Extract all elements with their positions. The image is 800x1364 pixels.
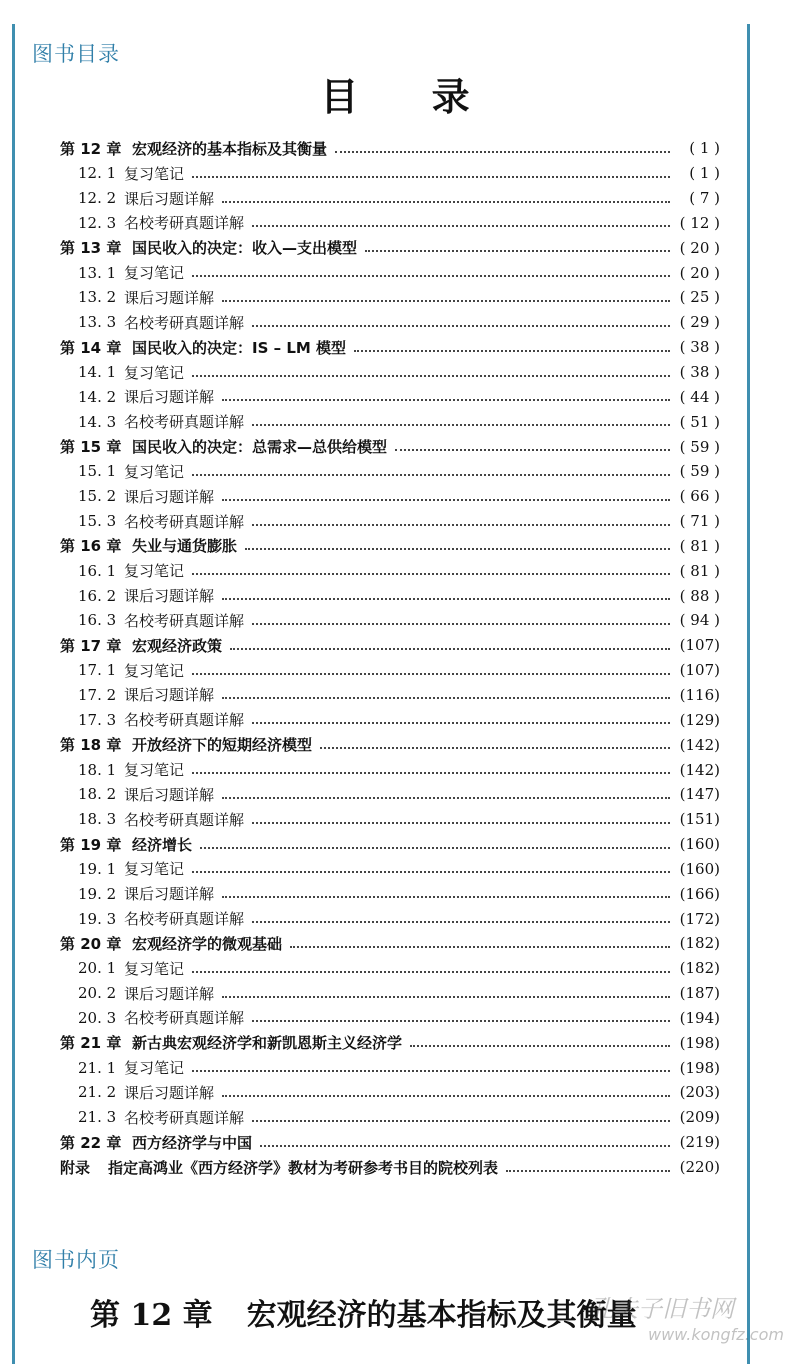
toc-entry-page: (160) [679,859,720,878]
watermark [590,1296,784,1348]
toc-entry-title: 复习笔记 [124,959,185,978]
chapter-heading-number: 第 12 章 [90,1298,213,1333]
toc-leader-dots [222,1094,670,1097]
toc-leader-dots [252,224,670,227]
toc-section-row [60,509,720,534]
toc-entry-number: 18. 3 [78,810,117,829]
toc-entry-page: ( 25 ) [679,288,720,307]
toc-entry-title: 名校考研真题详解 [124,910,245,929]
toc-entry-title: 复习笔记 [124,164,185,183]
toc-section-row [60,1080,720,1105]
toc-entry-page: ( 38 ) [679,363,720,382]
toc-leader-dots [192,672,670,675]
toc-entry-title: 课后习题详解 [124,587,215,606]
toc-leader-dots [222,696,670,699]
watermark-url: www.kongfz.com [648,1325,784,1344]
toc-entry-page: ( 59 ) [679,462,720,481]
toc-entry-page: (129) [679,710,720,729]
toc-leader-dots [290,945,670,948]
toc-entry-page: (219) [679,1133,720,1152]
toc-entry-title: 开放经济下的短期经济模型 [132,736,313,755]
toc-entry-title: 国民收入的决定：IS – LM 模型 [132,338,347,357]
toc-entry-number: 第 18 章 [60,736,122,755]
toc-chapter-row [60,931,720,956]
toc-section-row [60,409,720,434]
toc-entry-number: 13. 3 [78,313,117,332]
toc-appendix-row [60,1155,720,1180]
watermark-text: 孔夫子旧书网 [590,1295,734,1323]
toc-section-row [60,161,720,186]
toc-entry-number: 16. 1 [78,561,117,580]
table-of-contents [60,136,720,1179]
toc-entry-title: 课后习题详解 [124,686,215,705]
toc-section-row [60,384,720,409]
toc-section-row [60,906,720,931]
toc-entry-page: ( 38 ) [679,338,720,357]
toc-entry-page: (182) [679,959,720,978]
toc-entry-page: (107) [679,636,720,655]
toc-title: 目 录 [320,74,500,119]
toc-entry-title: 复习笔记 [124,761,185,780]
toc-leader-dots [222,200,670,203]
toc-entry-number: 第 13 章 [60,239,122,258]
toc-section-row [60,1105,720,1130]
toc-leader-dots [395,448,670,451]
toc-leader-dots [222,995,670,998]
toc-entry-number: 12. 2 [78,189,117,208]
toc-entry-number: 第 21 章 [60,1034,122,1053]
toc-leader-dots [192,1069,670,1072]
toc-entry-page: (194) [679,1008,720,1027]
toc-entry-title: 复习笔记 [124,363,185,382]
toc-entry-title: 名校考研真题详解 [124,413,245,432]
toc-entry-page: (142) [679,760,720,779]
toc-section-row [60,1055,720,1080]
toc-entry-title: 宏观经济学的微观基础 [132,934,283,953]
toc-entry-title: 经济增长 [132,835,193,854]
toc-entry-number: 第 19 章 [60,835,122,854]
toc-chapter-row [60,136,720,161]
toc-leader-dots [252,821,670,824]
toc-leader-dots [222,597,670,600]
toc-entry-page: ( 7 ) [689,189,720,208]
toc-entry-number: 21. 3 [78,1108,117,1127]
toc-section-row [60,658,720,683]
toc-entry-title: 课后习题详解 [124,984,215,1003]
chapter-heading-title: 宏观经济的基本指标及其衡量 [246,1298,637,1333]
chapter-heading [90,1290,637,1334]
toc-entry-page: (203) [679,1083,720,1102]
toc-entry-number: 19. 3 [78,909,117,928]
toc-entry-page: ( 1 ) [689,164,720,183]
toc-leader-dots [192,175,670,178]
toc-section-row [60,1006,720,1031]
toc-entry-page: ( 71 ) [679,512,720,531]
toc-leader-dots [252,721,670,724]
toc-entry-number: 14. 3 [78,412,117,431]
toc-entry-number: 21. 2 [78,1083,117,1102]
toc-leader-dots [260,1144,670,1147]
toc-leader-dots [192,572,670,575]
toc-entry-title: 课后习题详解 [124,388,215,407]
toc-entry-title: 宏观经济的基本指标及其衡量 [132,139,328,158]
toc-entry-title: 课后习题详解 [124,885,215,904]
toc-entry-title: 复习笔记 [124,264,185,283]
toc-leader-dots [222,895,670,898]
toc-section-row [60,956,720,981]
toc-chapter-row [60,633,720,658]
toc-section-row [60,260,720,285]
toc-entry-number: 18. 1 [78,760,117,779]
toc-entry-title: 课后习题详解 [124,785,215,804]
toc-entry-page: ( 20 ) [679,238,720,257]
toc-entry-title: 复习笔记 [124,860,185,879]
toc-entry-number: 第 14 章 [60,338,122,357]
toc-entry-title: 复习笔记 [124,562,185,581]
toc-leader-dots [320,746,670,749]
toc-entry-number: 20. 1 [78,959,117,978]
toc-leader-dots [252,1019,670,1022]
toc-leader-dots [252,523,670,526]
toc-entry-number: 19. 2 [78,884,117,903]
toc-entry-page: (142) [679,735,720,754]
toc-section-row [60,459,720,484]
toc-entry-title: 名校考研真题详解 [124,313,245,332]
toc-leader-dots [222,299,670,302]
toc-entry-page: (160) [679,835,720,854]
toc-entry-title: 宏观经济政策 [132,636,223,655]
toc-entry-title: 名校考研真题详解 [124,711,245,730]
toc-leader-dots [200,846,670,849]
toc-entry-title: 国民收入的决定：总需求—总供给模型 [132,438,388,457]
toc-section-row [60,856,720,881]
toc-leader-dots [192,374,670,377]
toc-section-row [60,707,720,732]
toc-leader-dots [506,1169,670,1172]
toc-entry-number: 17. 2 [78,685,117,704]
toc-entry-page: ( 81 ) [679,561,720,580]
toc-entry-title: 复习笔记 [124,1059,185,1078]
toc-chapter-row [60,534,720,559]
toc-entry-page: (147) [679,785,720,804]
toc-entry-title: 名校考研真题详解 [124,810,245,829]
toc-leader-dots [245,547,670,550]
toc-entry-page: (198) [679,1058,720,1077]
toc-leader-dots [222,398,670,401]
toc-entry-number: 第 15 章 [60,438,122,457]
toc-entry-page: (116) [679,685,720,704]
toc-leader-dots [410,1044,670,1047]
toc-leader-dots [252,920,670,923]
toc-chapter-row [60,832,720,857]
toc-entry-number: 15. 1 [78,462,117,481]
toc-entry-page: ( 59 ) [679,437,720,456]
toc-entry-number: 12. 3 [78,213,117,232]
toc-leader-dots [252,1119,670,1122]
toc-entry-number: 14. 1 [78,363,117,382]
toc-section-row [60,310,720,335]
toc-leader-dots [230,647,670,650]
toc-section-row [60,981,720,1006]
toc-entry-page: ( 88 ) [679,586,720,605]
toc-entry-number: 16. 3 [78,611,117,630]
toc-section-row [60,782,720,807]
toc-leader-dots [192,870,670,873]
toc-entry-title: 西方经济学与中国 [132,1133,253,1152]
toc-leader-dots [192,274,670,277]
toc-entry-number: 17. 1 [78,661,117,680]
toc-leader-dots [192,473,670,476]
toc-entry-title: 复习笔记 [124,661,185,680]
toc-section-row [60,186,720,211]
toc-entry-number: 13. 2 [78,288,117,307]
toc-section-row [60,881,720,906]
toc-leader-dots [222,498,670,501]
toc-section-row [60,360,720,385]
toc-entry-page: ( 44 ) [679,387,720,406]
toc-entry-page: (198) [679,1033,720,1052]
toc-entry-number: 15. 3 [78,512,117,531]
toc-entry-page: (107) [679,661,720,680]
toc-entry-page: (172) [679,909,720,928]
toc-chapter-row [60,434,720,459]
toc-chapter-row [60,235,720,260]
toc-leader-dots [192,970,670,973]
toc-entry-number: 15. 2 [78,487,117,506]
toc-section-row [60,211,720,236]
toc-section-row [60,683,720,708]
toc-entry-number: 20. 3 [78,1008,117,1027]
toc-entry-page: ( 20 ) [679,263,720,282]
toc-section-row [60,484,720,509]
toc-entry-number: 第 17 章 [60,636,122,655]
toc-entry-title: 名校考研真题详解 [124,611,245,630]
toc-entry-title: 课后习题详解 [124,288,215,307]
toc-leader-dots [252,423,670,426]
toc-entry-page: (151) [679,810,720,829]
toc-section-row [60,558,720,583]
toc-entry-page: ( 1 ) [689,139,720,158]
toc-entry-page: (182) [679,934,720,953]
toc-chapter-row [60,1030,720,1055]
toc-entry-number: 16. 2 [78,586,117,605]
toc-leader-dots [222,796,670,799]
toc-entry-number: 第 12 章 [60,139,122,158]
toc-section-row [60,285,720,310]
toc-entry-page: (209) [679,1108,720,1127]
toc-entry-page: (187) [679,984,720,1003]
toc-entry-page: ( 12 ) [679,213,720,232]
toc-section-row [60,583,720,608]
toc-entry-number: 12. 1 [78,164,117,183]
toc-entry-title: 指定高鸿业《西方经济学》教材为考研参考书目的院校列表 [108,1158,499,1177]
toc-entry-number: 18. 2 [78,785,117,804]
toc-entry-title: 课后习题详解 [124,189,215,208]
toc-entry-title: 失业与通货膨胀 [132,537,238,556]
toc-chapter-row [60,732,720,757]
toc-entry-page: ( 51 ) [679,412,720,431]
toc-entry-title: 国民收入的决定：收入—支出模型 [132,239,358,258]
toc-entry-number: 21. 1 [78,1058,117,1077]
toc-leader-dots [354,349,670,352]
page-frame-right [747,24,750,1364]
toc-entry-number: 第 16 章 [60,537,122,556]
toc-entry-number: 20. 2 [78,984,117,1003]
toc-leader-dots [252,324,670,327]
toc-leader-dots [365,249,670,252]
toc-entry-number: 19. 1 [78,859,117,878]
toc-entry-number: 第 20 章 [60,934,122,953]
toc-entry-title: 名校考研真题详解 [124,1009,245,1028]
toc-entry-number: 13. 1 [78,263,117,282]
toc-entry-title: 课后习题详解 [124,487,215,506]
toc-leader-dots [252,622,670,625]
toc-entry-page: ( 29 ) [679,313,720,332]
toc-entry-page: ( 66 ) [679,487,720,506]
toc-entry-title: 课后习题详解 [124,1083,215,1102]
toc-entry-number: 附录 [60,1158,91,1177]
toc-entry-page: (220) [679,1158,720,1177]
section-label-pages: 图书内页 [32,1248,120,1272]
toc-entry-title: 名校考研真题详解 [124,214,245,233]
toc-section-row [60,608,720,633]
toc-entry-title: 名校考研真题详解 [124,1108,245,1127]
toc-entry-number: 第 22 章 [60,1133,122,1152]
toc-chapter-row [60,1130,720,1155]
page-frame-left [12,24,15,1364]
toc-section-row [60,757,720,782]
toc-chapter-row [60,335,720,360]
toc-entry-page: (166) [679,884,720,903]
toc-entry-title: 名校考研真题详解 [124,512,245,531]
toc-entry-number: 14. 2 [78,387,117,406]
toc-entry-title: 新古典宏观经济学和新凯恩斯主义经济学 [132,1034,403,1053]
toc-entry-page: ( 81 ) [679,536,720,555]
toc-entry-page: ( 94 ) [679,611,720,630]
section-label-toc: 图书目录 [32,42,120,66]
toc-entry-title: 复习笔记 [124,462,185,481]
toc-entry-number: 17. 3 [78,710,117,729]
toc-leader-dots [192,771,670,774]
toc-section-row [60,807,720,832]
toc-leader-dots [335,150,670,153]
